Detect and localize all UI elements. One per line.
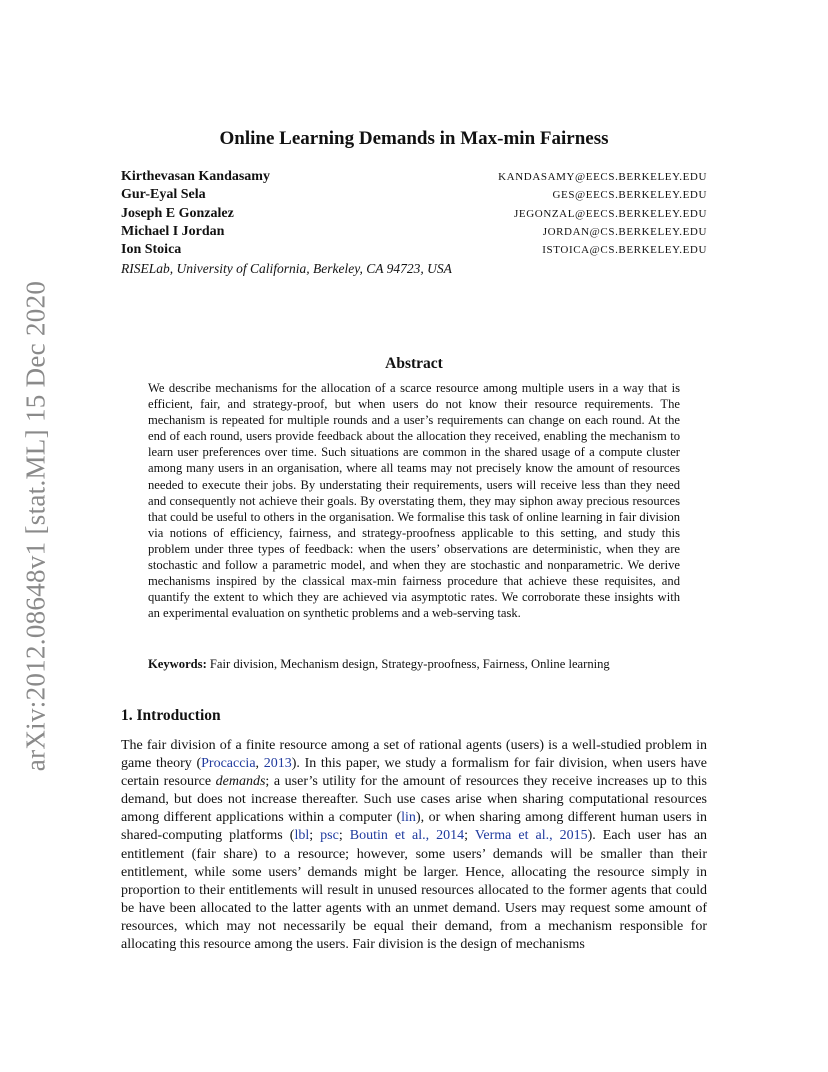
intro-text-segment: ). Each user has an entitlement (fair share) to a resource; however, some users’ demands will be smaller than their entitlement, while some users’ demands might be larger. Hence, allocating the resource simply in proportion to their entitlements will result in unused resources allocated to the former agents that could be have been allocated to the latter agents with an unmet demand. Users may request some amount of resources, which may not necessarily be equal their demand, from a mechanism responsible for allocating this resource among the users. Fair division is the design of mechanisms xyxy=(121,828,708,953)
author-block xyxy=(121,169,707,277)
author-email: GES@EECS.BERKELEY.EDU xyxy=(552,189,707,202)
paper-title: Online Learning Demands in Max-min Fairness xyxy=(219,128,609,149)
author-email: JEGONZAL@EECS.BERKELEY.EDU xyxy=(514,207,707,220)
keywords-label: Keywords: xyxy=(148,657,207,671)
abstract-body: We describe mechanisms for the allocation of a scarce resource among multiple users in a way that is efficient, fair, and strategy-proof, but when users do not know their resource requirements. The mechanism is repeated for multiple rounds and a user’s requirements can change on each round. At the end of each round, users provide feedback about the allocation they received, enabling the mechanism to learn user preferences over time. Such situations are common in the shared usage of a compute cluster among many users in an organisation, where all teams may not precisely know the amount of resources needed to execute their jobs. By understating their requirements, users will receive less than they need and consequently not achieve their goals. By overstating them, they may siphon away precious resources that could be useful to others in the organisation. We formalise this task of online learning in fair division via notions of efficiency, fairness, and strategy-proofness applicable to this setting, and study this problem under three types of feedback: when the users’ observations are deterministic, when they are stochastic and follow a parametric model, and when they are stochastic and nonparametric. We derive mechanisms inspired by the classical max-min fairness procedure that achieve these requisites, and quantify the extent to which they are achieved via asymptotic rates. We corroborate these insights with an experimental evaluation on synthetic problems and a web-serving task. xyxy=(148,381,680,621)
arxiv-identifier-stamp: arXiv:2012.08648v1 [stat.ML] 15 Dec 2020 xyxy=(20,280,51,772)
author-row xyxy=(121,169,707,187)
citation-link[interactable]: Procaccia xyxy=(201,756,256,772)
citation-link[interactable]: Boutin et al., 2014 xyxy=(349,828,465,844)
citation-link[interactable]: psc xyxy=(320,828,339,844)
author-row xyxy=(121,224,707,242)
keywords xyxy=(148,656,680,672)
author-name: Gur-Eyal Sela xyxy=(121,187,206,203)
citation-link[interactable]: Verma et al., 2015 xyxy=(474,828,588,844)
citation-link[interactable]: 2013 xyxy=(263,756,292,772)
intro-text-segment: ). In this paper, we study a formalism for fair division, when users have certain resource xyxy=(121,756,708,790)
intro-text-segment: , xyxy=(255,756,264,772)
abstract-heading: Abstract xyxy=(385,355,443,372)
citation-link[interactable]: lbl xyxy=(294,828,310,844)
section-heading-introduction: 1. Introduction xyxy=(121,707,221,724)
author-email: JORDAN@CS.BERKELEY.EDU xyxy=(542,225,707,238)
intro-text-segment: The fair division of a finite resource among a set of rational agents (users) is a well-studied problem in game theory ( xyxy=(121,738,707,772)
keywords-list: Fair division, Mechanism design, Strategy-proofness, Fairness, Online learning xyxy=(209,657,610,671)
author-name: Joseph E Gonzalez xyxy=(121,205,234,221)
author-email: ISTOICA@CS.BERKELEY.EDU xyxy=(542,244,707,257)
citation-link[interactable]: lin xyxy=(401,810,416,826)
intro-text-segment: ), or when sharing among different human users in shared-computing platforms ( xyxy=(121,810,708,844)
intro-text-segment: ; a user’s utility for the amount of resources they receive increases up to this demand, but does not increase thereafter. Such use cases arise when sharing computational resources among different applications within a computer ( xyxy=(121,774,707,826)
intro-text-segment: ; xyxy=(464,828,475,844)
author-row xyxy=(121,242,707,260)
author-name: Ion Stoica xyxy=(121,242,182,258)
affiliation: RISELab, University of California, Berkeley, CA 94723, USA xyxy=(121,261,452,277)
intro-text-segment: ; xyxy=(309,828,321,844)
author-name: Kirthevasan Kandasamy xyxy=(121,169,270,184)
author-row xyxy=(121,187,707,205)
author-email: KANDASAMY@EECS.BERKELEY.EDU xyxy=(498,171,707,183)
author-row xyxy=(121,206,707,224)
introduction-paragraph xyxy=(121,737,707,954)
intro-emphasis: demands xyxy=(215,774,266,790)
intro-text-segment: ; xyxy=(338,828,350,844)
author-name: Michael I Jordan xyxy=(121,223,225,239)
